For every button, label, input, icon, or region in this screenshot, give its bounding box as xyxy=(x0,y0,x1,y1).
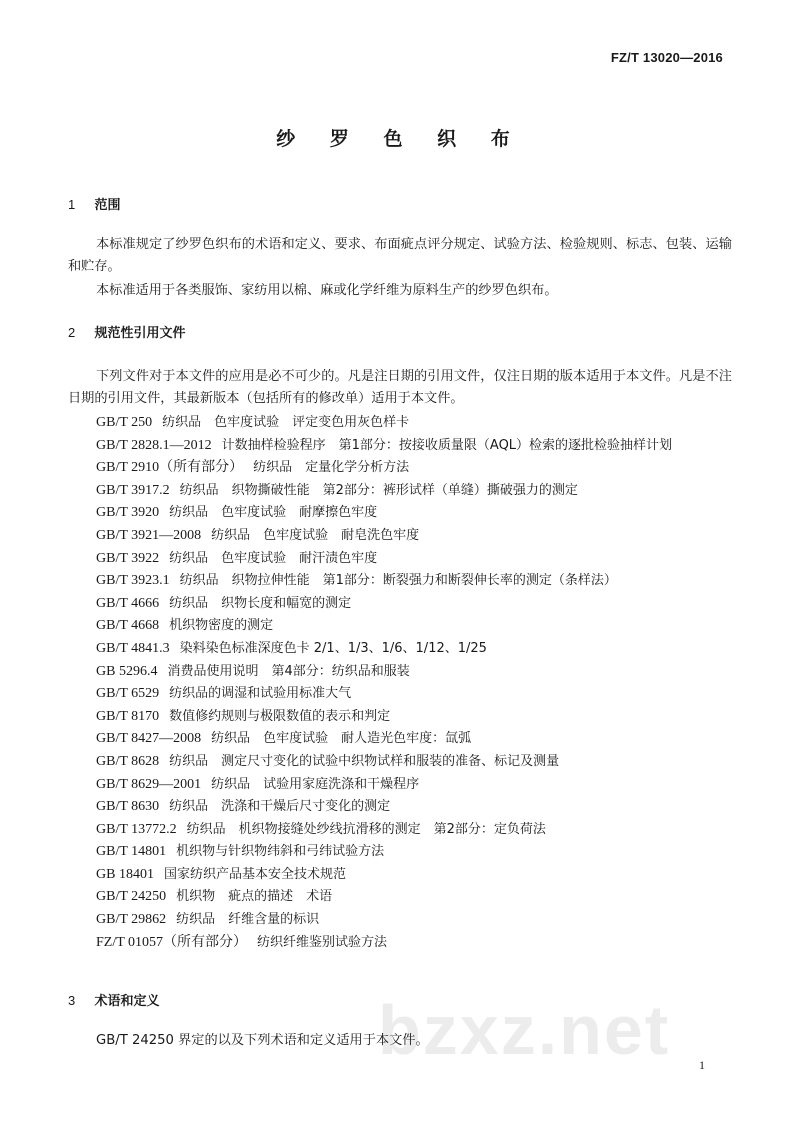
section-1-heading xyxy=(68,194,121,213)
reference-item: GB/T 8628 纺织品 测定尺寸变化的试验中织物试样和服装的准备、标记及测量 xyxy=(96,753,560,769)
reference-item: GB/T 2828.1—2012 计数抽样检验程序 第1部分：按接收质量限（AQL）检索的逐批检验抽样计划 xyxy=(96,437,673,453)
section-title: 术语和定义 xyxy=(94,994,160,1009)
reference-item: GB/T 4841.3 染料染色标准深度色卡 2/1、1/3、1/6、1/12、1/25 xyxy=(96,640,487,656)
reference-item: GB/T 250 纺织品 色牢度试验 评定变色用灰色样卡 xyxy=(96,415,410,430)
document-title: 纱 罗 色 织 布 xyxy=(276,128,524,150)
reference-item: GB/T 4668 机织物密度的测定 xyxy=(96,618,274,634)
reference-item: GB/T 8630 纺织品 洗涤和干燥后尺寸变化的测定 xyxy=(96,799,391,815)
reference-item: GB/T 8629—2001 纺织品 试验用家庭洗涤和干燥程序 xyxy=(96,776,420,792)
reference-item: FZ/T 01057（所有部分） 纺织纤维鉴别试验方法 xyxy=(96,934,388,950)
reference-item: GB/T 8170 数值修约规则与极限数值的表示和判定 xyxy=(96,708,391,724)
reference-item: GB/T 3923.1 纺织品 织物拉伸性能 第1部分：断裂强力和断裂伸长率的测定（条样法） xyxy=(96,573,617,589)
section-number: 2 xyxy=(68,325,76,340)
reference-item: GB/T 8427—2008 纺织品 色牢度试验 耐人造光色牢度：氙弧 xyxy=(96,731,472,747)
section-number: 1 xyxy=(68,197,76,212)
reference-item: GB/T 3921—2008 纺织品 色牢度试验 耐皂洗色牢度 xyxy=(96,527,420,543)
watermark: bzxz.net xyxy=(378,991,671,1069)
section-1-paragraph-2: 本标准适用于各类服饰、家纺用以棉、麻或化学纤维为原料生产的纱罗色织布。 xyxy=(96,283,558,298)
reference-item: GB/T 4666 纺织品 织物长度和幅宽的测定 xyxy=(96,595,352,611)
reference-item: GB/T 29862 纺织品 纤维含量的标识 xyxy=(96,912,320,928)
reference-item: GB/T 3922 纺织品 色牢度试验 耐汗渍色牢度 xyxy=(96,550,378,566)
reference-item: GB/T 2910（所有部分） 纺织品 定量化学分析方法 xyxy=(96,460,410,476)
section-title: 规范性引用文件 xyxy=(94,326,186,341)
reference-item: GB/T 24250 机织物 疵点的描述 术语 xyxy=(96,889,333,905)
reference-item: GB/T 6529 纺织品的调湿和试验用标准大气 xyxy=(96,686,352,702)
normative-references-list xyxy=(68,412,732,954)
reference-item: GB/T 13772.2 纺织品 机织物接缝处纱线抗滑移的测定 第2部分：定负荷法 xyxy=(96,821,546,837)
section-1-paragraph-1: 本标准规定了纱罗色织布的术语和定义、要求、布面疵点评分规定、试验方法、检验规则、标志、包装、运输和贮存。 xyxy=(68,237,732,274)
page-number: 1 xyxy=(699,1058,705,1072)
section-3-heading xyxy=(68,990,160,1009)
section-2-paragraph-1: 下列文件对于本文件的应用是必不可少的。凡是注日期的引用文件，仅注日期的版本适用于本文件。凡是不注日期的引用文件，其最新版本（包括所有的修改单）适用于本文件。 xyxy=(68,369,732,406)
reference-item: GB 5296.4 消费品使用说明 第4部分：纺织品和服装 xyxy=(96,663,410,679)
reference-item: GB/T 3917.2 纺织品 织物撕破性能 第2部分：裤形试样（单缝）撕破强力的测定 xyxy=(96,482,578,498)
section-3-paragraph-1: GB/T 24250 界定的以及下列术语和定义适用于本文件。 xyxy=(96,1033,429,1048)
reference-item: GB/T 14801 机织物与针织物纬斜和弓纬试验方法 xyxy=(96,844,385,860)
reference-item: GB/T 3920 纺织品 色牢度试验 耐摩擦色牢度 xyxy=(96,505,378,521)
standard-code: FZ/T 13020—2016 xyxy=(610,50,723,65)
reference-item: GB 18401 国家纺织产品基本安全技术规范 xyxy=(96,866,346,882)
section-title: 范围 xyxy=(94,198,121,213)
section-2-heading xyxy=(68,322,186,341)
section-number: 3 xyxy=(68,993,76,1008)
